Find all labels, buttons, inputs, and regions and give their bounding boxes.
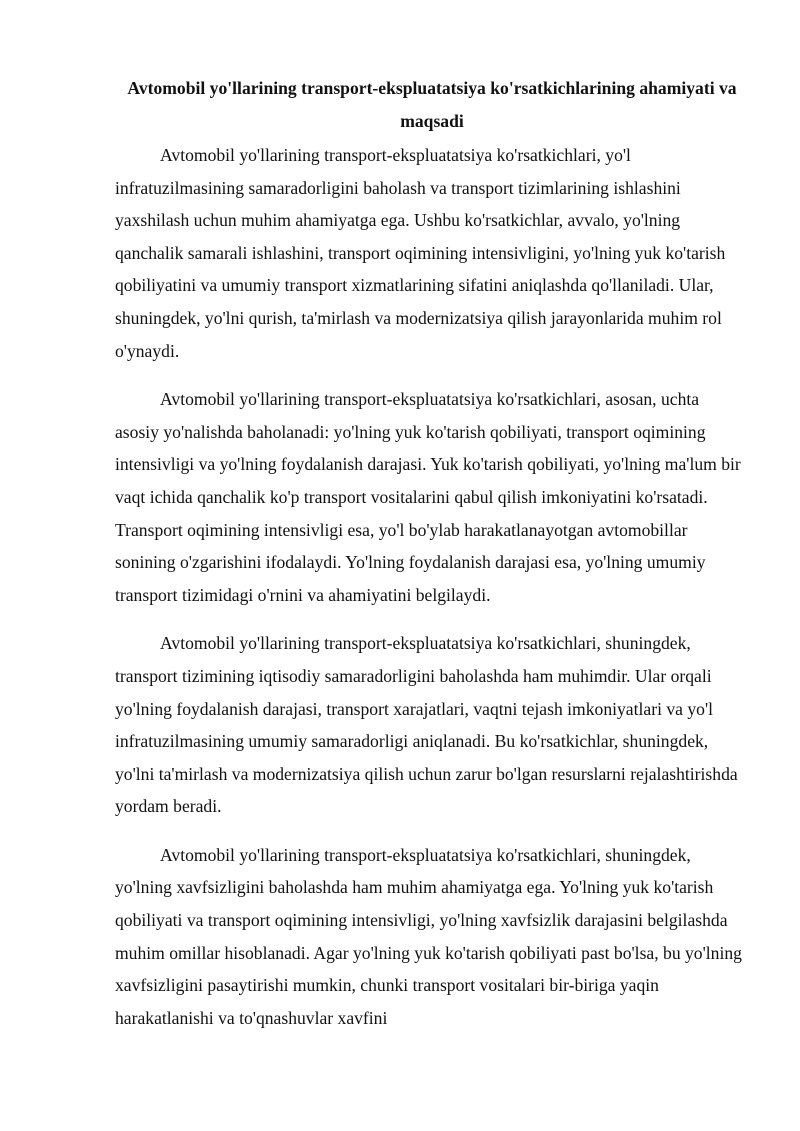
document-title: Avtomobil yo'llarining transport-ekspluatatsiya ko'rsatkichlarining ahamiyati va maqsadi <box>127 78 737 131</box>
paragraph-3: Avtomobil yo'llarining transport-ekspluatatsiya ko'rsatkichlari, shuningdek, transport tizimining iqtisodiy samaradorligini baholashda ham muhimdir. Ular orqali yo'lning foydalanish darajasi, transport xarajatlari, vaqtni tejash imkoniyatlari va yo'l infratuzilmasining umumiy samaradorligi aniqlanadi. Bu ko'rsatkichlar, shuningdek, yo'lni ta'mirlash va modernizatsiya qilish uchun zarur bo'lgan resurslarni rejalashtirishda yordam beradi. <box>115 633 738 817</box>
paragraph-1: Avtomobil yo'llarining transport-ekspluatatsiya ko'rsatkichlari, yo'l infratuzilmasining samaradorligini baholash va transport tizimlarining ishlashini yaxshilash uchun muhim ahamiyatga ega. Ushbu ko'rsatkichlar, avvalo, yo'lning qanchalik samarali ishlashini, transport oqimining intensivligini, yo'lning yuk ko'tarish qobiliyatini va umumiy transport xizmatlarining sifatini aniqlashda qo'llaniladi. Ular, shuningdek, yo'lni qurish, ta'mirlash va modernizatsiya qilish jarayonlarida muhim rol o'ynaydi. <box>115 145 726 361</box>
document-page <box>115 72 743 1034</box>
paragraph-2: Avtomobil yo'llarining transport-ekspluatatsiya ko'rsatkichlari, asosan, uchta asosiy yo'nalishda baholanadi: yo'lning yuk ko'tarish qobiliyati, transport oqimining intensivligi va yo'lning foydalanish darajasi. Yuk ko'tarish qobiliyati, yo'lning ma'lum bir vaqt ichida qanchalik ko'p transport vositalarini qabul qilish imkoniyatini ko'rsatadi. Transport oqimining intensivligi esa, yo'l bo'ylab harakatlanayotgan avtomobillar sonining o'zgarishini ifodalaydi. Yo'lning foydalanish darajasi esa, yo'lning umumiy transport tizimidagi o'rnini va ahamiyatini belgilaydi. <box>115 389 741 605</box>
paragraph-4: Avtomobil yo'llarining transport-ekspluatatsiya ko'rsatkichlari, shuningdek, yo'lning xavfsizligini baholashda ham muhim ahamiyatga ega. Yo'lning yuk ko'tarish qobiliyati va transport oqimining intensivligi, yo'lning xavfsizlik darajasini belgilashda muhim omillar hisoblanadi. Agar yo'lning yuk ko'tarish qobiliyati past bo'lsa, bu yo'lning xavfsizligini pasaytirishi mumkin, chunki transport vositalari bir-biriga yaqin harakatlanishi va to'qnashuvlar xavfini <box>115 844 742 1028</box>
